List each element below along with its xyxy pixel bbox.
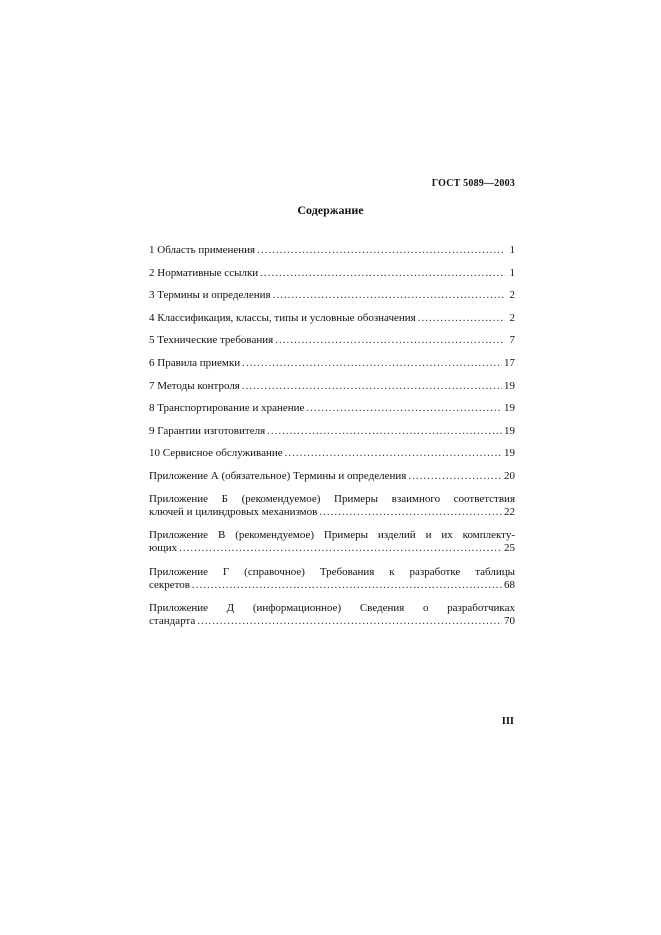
toc-entry-page: 68 [504, 578, 515, 591]
toc-entry[interactable] [149, 312, 515, 325]
toc-leader [275, 334, 505, 347]
toc-entry-label-continued: секретов [149, 578, 190, 591]
toc-leader [260, 267, 505, 280]
toc-leader [179, 542, 502, 555]
toc-entry-label: Приложение Д (информационное) Сведения о разработчиках [149, 602, 515, 615]
toc-entry-page: 2 [509, 289, 515, 302]
toc-leader [242, 380, 502, 393]
toc-entry-label: 5 Технические требования [149, 334, 274, 347]
toc-entry-label: 9 Гарантии изготовителя [149, 424, 266, 437]
toc-title: Содержание [297, 203, 364, 217]
toc-entry-page: 17 [504, 356, 515, 369]
toc-entry-page: 1 [509, 266, 515, 279]
toc-entry[interactable] [149, 267, 515, 280]
toc-leader [197, 615, 502, 628]
toc-entry-label: Приложение Б (рекомендуемое) Примеры взаимного соответствия [149, 492, 515, 505]
toc-leader [306, 402, 502, 415]
toc-entry[interactable] [149, 566, 515, 592]
toc-entry-label-continued: ющих [149, 542, 178, 555]
toc-leader [285, 447, 502, 460]
toc-entry-page: 25 [504, 542, 515, 555]
toc-entry-label: Приложение Г (справочное) Требования к разработке таблицы [149, 565, 515, 578]
toc-entry-label: 7 Методы контроля [149, 379, 240, 392]
toc-leader [257, 244, 505, 257]
toc-entry-page: 70 [504, 615, 515, 628]
toc-leader [273, 289, 505, 302]
toc-leader [408, 470, 502, 483]
toc-entry-label: 10 Сервисное обслуживание [149, 447, 283, 460]
toc-entry-label: 8 Транспортирование и хранение [149, 402, 305, 415]
table-of-contents [149, 244, 515, 639]
toc-entry[interactable] [149, 470, 515, 483]
toc-entry-page: 2 [509, 311, 515, 324]
toc-entry[interactable] [149, 493, 515, 519]
toc-entry[interactable] [149, 357, 515, 370]
toc-leader [319, 506, 502, 519]
toc-entry-label: Приложение В (рекомендуемое) Примеры изделий и их комплекту- [149, 529, 515, 542]
toc-entry[interactable] [149, 447, 515, 460]
toc-entry[interactable] [149, 402, 515, 415]
toc-entry-label: Приложение А (обязательное) Термины и определения [149, 469, 407, 482]
toc-entry-page: 19 [504, 424, 515, 437]
toc-leader [242, 357, 502, 370]
toc-entry-label: 6 Правила приемки [149, 356, 241, 369]
toc-entry[interactable] [149, 529, 515, 555]
toc-entry-label: 4 Классификация, классы, типы и условные обозначения [149, 311, 416, 324]
document-code: ГОСТ 5089—2003 [431, 178, 515, 189]
toc-entry[interactable] [149, 244, 515, 257]
toc-entry-label-continued: ключей и цилиндровых механизмов [149, 505, 318, 518]
toc-entry-page: 19 [504, 402, 515, 415]
toc-leader [267, 425, 502, 438]
toc-entry[interactable] [149, 289, 515, 302]
toc-entry-label: 1 Область применения [149, 244, 256, 256]
toc-leader [192, 579, 502, 592]
toc-entry[interactable] [149, 602, 515, 628]
toc-entry-label-continued: стандарта [149, 615, 196, 628]
toc-entry[interactable] [149, 334, 515, 347]
page-number: III [501, 716, 514, 727]
toc-entry-label: 3 Термины и определения [149, 289, 271, 302]
toc-entry-page: 19 [504, 379, 515, 392]
toc-entry[interactable] [149, 380, 515, 393]
toc-leader [418, 312, 505, 325]
toc-entry[interactable] [149, 425, 515, 438]
toc-entry-page: 7 [509, 334, 515, 347]
toc-entry-page: 1 [509, 244, 515, 256]
toc-entry-page: 22 [504, 505, 515, 518]
toc-entry-page: 20 [504, 469, 515, 482]
toc-entry-page: 19 [504, 447, 515, 460]
toc-entry-label: 2 Нормативные ссылки [149, 266, 259, 279]
